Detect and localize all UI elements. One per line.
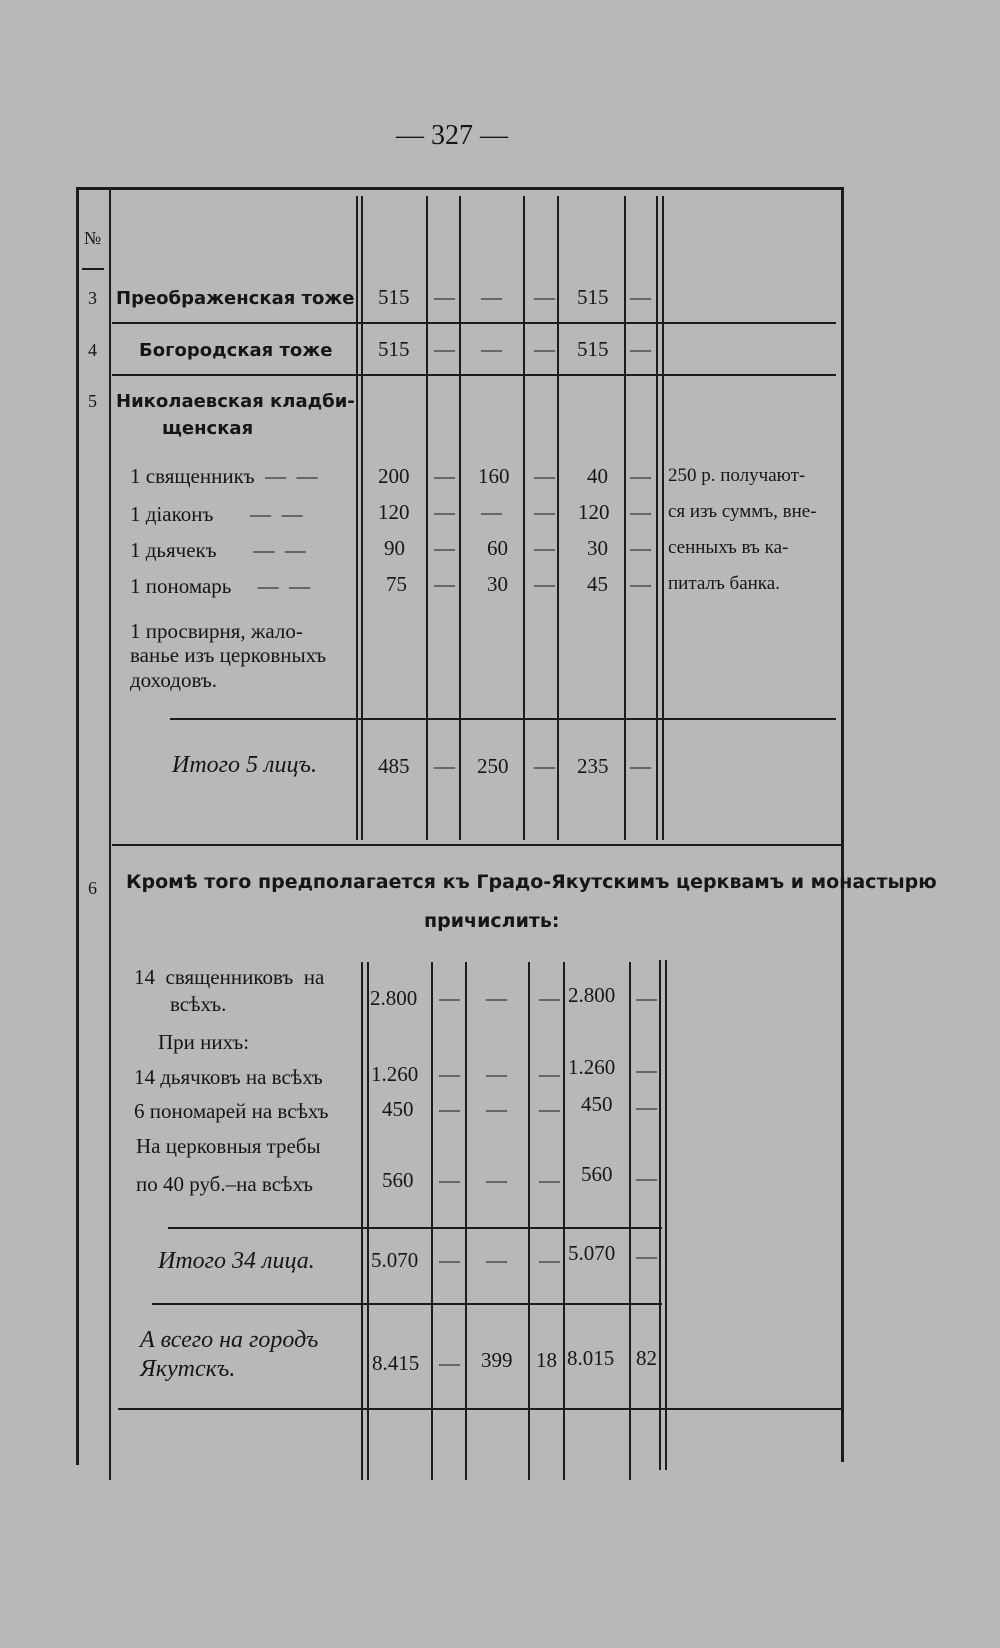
cell: 515 <box>378 285 410 309</box>
row-number: 5 <box>88 391 97 411</box>
section-heading: Кромѣ того предполагается къ Градо-Якутскимъ церквамъ и монастырю <box>126 871 937 893</box>
item-label: На церковныя требы <box>136 1134 321 1158</box>
cell: 1.260 <box>568 1055 616 1079</box>
cell: — <box>636 1166 657 1190</box>
cell: — <box>539 1062 560 1086</box>
cell: 399 <box>481 1348 513 1372</box>
cell: 450 <box>581 1092 613 1116</box>
row-name: Богородская тоже <box>139 340 333 361</box>
cell: — <box>534 572 555 596</box>
item-label: При нихъ: <box>158 1030 250 1054</box>
row-rule <box>112 322 836 324</box>
column-divider <box>426 196 428 840</box>
cell: — <box>481 500 502 524</box>
item-label: 6 пономарей на всѣхъ <box>134 1099 329 1123</box>
cell: — <box>534 285 555 309</box>
cell: — <box>630 536 651 560</box>
cell: 40 <box>587 464 608 488</box>
cell: — <box>439 1062 460 1086</box>
column-divider <box>367 962 369 1480</box>
cell: — <box>630 754 651 778</box>
cell: — <box>636 1058 657 1082</box>
cell: — <box>636 1244 657 1268</box>
cell: 5.070 <box>371 1248 419 1272</box>
remarks-note: 250 р. получают- <box>668 465 806 486</box>
item-label: 1 дьячекъ — — <box>130 538 306 562</box>
cell: 45 <box>587 572 608 596</box>
cell: — <box>630 464 651 488</box>
column-divider <box>361 196 363 840</box>
cell: — <box>534 337 555 361</box>
cell: — <box>539 1248 560 1272</box>
cell: — <box>434 464 455 488</box>
cell: — <box>534 464 555 488</box>
grand-total-label: Якутскъ. <box>140 1356 236 1382</box>
table-left-border <box>76 187 79 1465</box>
cell: — <box>486 1062 507 1086</box>
item-label: по 40 руб.–на всѣхъ <box>136 1172 314 1196</box>
number-column-header: № <box>84 228 102 248</box>
remarks-note: сенныхъ въ ка- <box>668 537 789 558</box>
cell: — <box>630 285 651 309</box>
remarks-note: питалъ банка. <box>668 573 780 594</box>
cell: 5.070 <box>568 1241 616 1265</box>
column-divider <box>465 962 467 1480</box>
page-number: — 327 — <box>396 120 508 151</box>
cell: — <box>439 1351 460 1375</box>
cell: — <box>439 1248 460 1272</box>
column-divider <box>665 960 667 1470</box>
row-number: 3 <box>88 288 97 308</box>
section-rule <box>112 844 841 846</box>
cell: — <box>481 285 502 309</box>
table-right-border <box>841 187 844 1462</box>
item-label: 1 пономарь — — <box>130 574 311 598</box>
item-label: всѣхъ. <box>170 992 227 1016</box>
cell: 235 <box>577 754 609 778</box>
prosvirnya-note: доходовъ. <box>130 668 217 692</box>
cell: — <box>439 1097 460 1121</box>
subtotal-rule <box>152 1303 662 1305</box>
column-divider <box>431 962 433 1480</box>
item-label: 14 священниковъ на <box>134 965 325 989</box>
grand-total-label: А всего на городъ <box>140 1327 319 1353</box>
cell: — <box>539 1168 560 1192</box>
cell: 75 <box>386 572 407 596</box>
cell: — <box>486 1168 507 1192</box>
column-divider <box>563 962 565 1480</box>
cell: — <box>434 536 455 560</box>
subtotal-label: Итого 34 лица. <box>158 1248 315 1274</box>
cell: — <box>439 986 460 1010</box>
cell: 515 <box>577 337 609 361</box>
row-name: Николаевская кладби- <box>116 391 355 412</box>
column-divider <box>528 962 530 1480</box>
cell: — <box>434 337 455 361</box>
cell: — <box>534 536 555 560</box>
subtotal-rule <box>170 718 836 720</box>
column-divider <box>356 196 358 840</box>
column-divider <box>459 196 461 840</box>
item-label: 1 священникъ — — <box>130 464 318 488</box>
cell: 8.015 <box>567 1346 615 1370</box>
cell: 120 <box>578 500 610 524</box>
cell: 515 <box>378 337 410 361</box>
table-top-border <box>76 187 844 190</box>
item-label: 1 діаконъ — — <box>130 502 303 526</box>
cell: 18 <box>536 1348 557 1372</box>
row-name: щенская <box>162 418 254 439</box>
cell: — <box>439 1168 460 1192</box>
column-divider <box>656 196 658 840</box>
cell: 82 <box>636 1346 657 1370</box>
cell: — <box>486 1248 507 1272</box>
cell: 515 <box>577 285 609 309</box>
column-divider <box>523 196 525 840</box>
cell: — <box>481 337 502 361</box>
column-divider <box>659 960 661 1470</box>
cell: 250 <box>477 754 509 778</box>
cell: 560 <box>581 1162 613 1186</box>
cell: 2.800 <box>568 983 616 1007</box>
cell: 120 <box>378 500 410 524</box>
cell: — <box>534 500 555 524</box>
column-divider <box>662 196 664 840</box>
prosvirnya-note: 1 просвирня, жало- <box>130 619 303 643</box>
grand-total-rule <box>118 1408 844 1410</box>
number-header-rule <box>82 268 104 270</box>
cell: — <box>534 754 555 778</box>
item-label: 14 дьячковъ на всѣхъ <box>134 1065 323 1089</box>
row-rule <box>112 374 836 376</box>
cell: — <box>434 285 455 309</box>
cell: — <box>630 337 651 361</box>
column-divider <box>361 962 363 1480</box>
cell: 8.415 <box>372 1351 420 1375</box>
cell: — <box>636 986 657 1010</box>
cell: 60 <box>487 536 508 560</box>
cell: 1.260 <box>371 1062 419 1086</box>
number-column-divider <box>109 190 111 1480</box>
cell: 30 <box>587 536 608 560</box>
column-divider <box>624 196 626 840</box>
column-divider <box>557 196 559 840</box>
cell: 485 <box>378 754 410 778</box>
cell: 200 <box>378 464 410 488</box>
cell: — <box>539 1097 560 1121</box>
cell: 90 <box>384 536 405 560</box>
cell: — <box>486 1097 507 1121</box>
cell: 560 <box>382 1168 414 1192</box>
cell: 450 <box>382 1097 414 1121</box>
cell: — <box>636 1095 657 1119</box>
cell: 30 <box>487 572 508 596</box>
cell: — <box>486 986 507 1010</box>
cell: 2.800 <box>370 986 418 1010</box>
cell: — <box>630 572 651 596</box>
cell: — <box>434 500 455 524</box>
cell: — <box>630 500 651 524</box>
subtotal-label: Итого 5 лицъ. <box>172 752 317 778</box>
remarks-note: ся изъ суммъ, вне- <box>668 501 817 522</box>
row-name: Преображенская тоже <box>116 288 355 309</box>
row-number: 4 <box>88 340 97 360</box>
column-divider <box>629 962 631 1480</box>
prosvirnya-note: ванье изъ церковныхъ <box>130 643 327 667</box>
cell: — <box>539 986 560 1010</box>
row-number: 6 <box>88 878 97 898</box>
section-heading: причислить: <box>424 910 560 932</box>
cell: 160 <box>478 464 510 488</box>
cell: — <box>434 572 455 596</box>
cell: — <box>434 754 455 778</box>
subtotal-rule <box>168 1227 662 1229</box>
